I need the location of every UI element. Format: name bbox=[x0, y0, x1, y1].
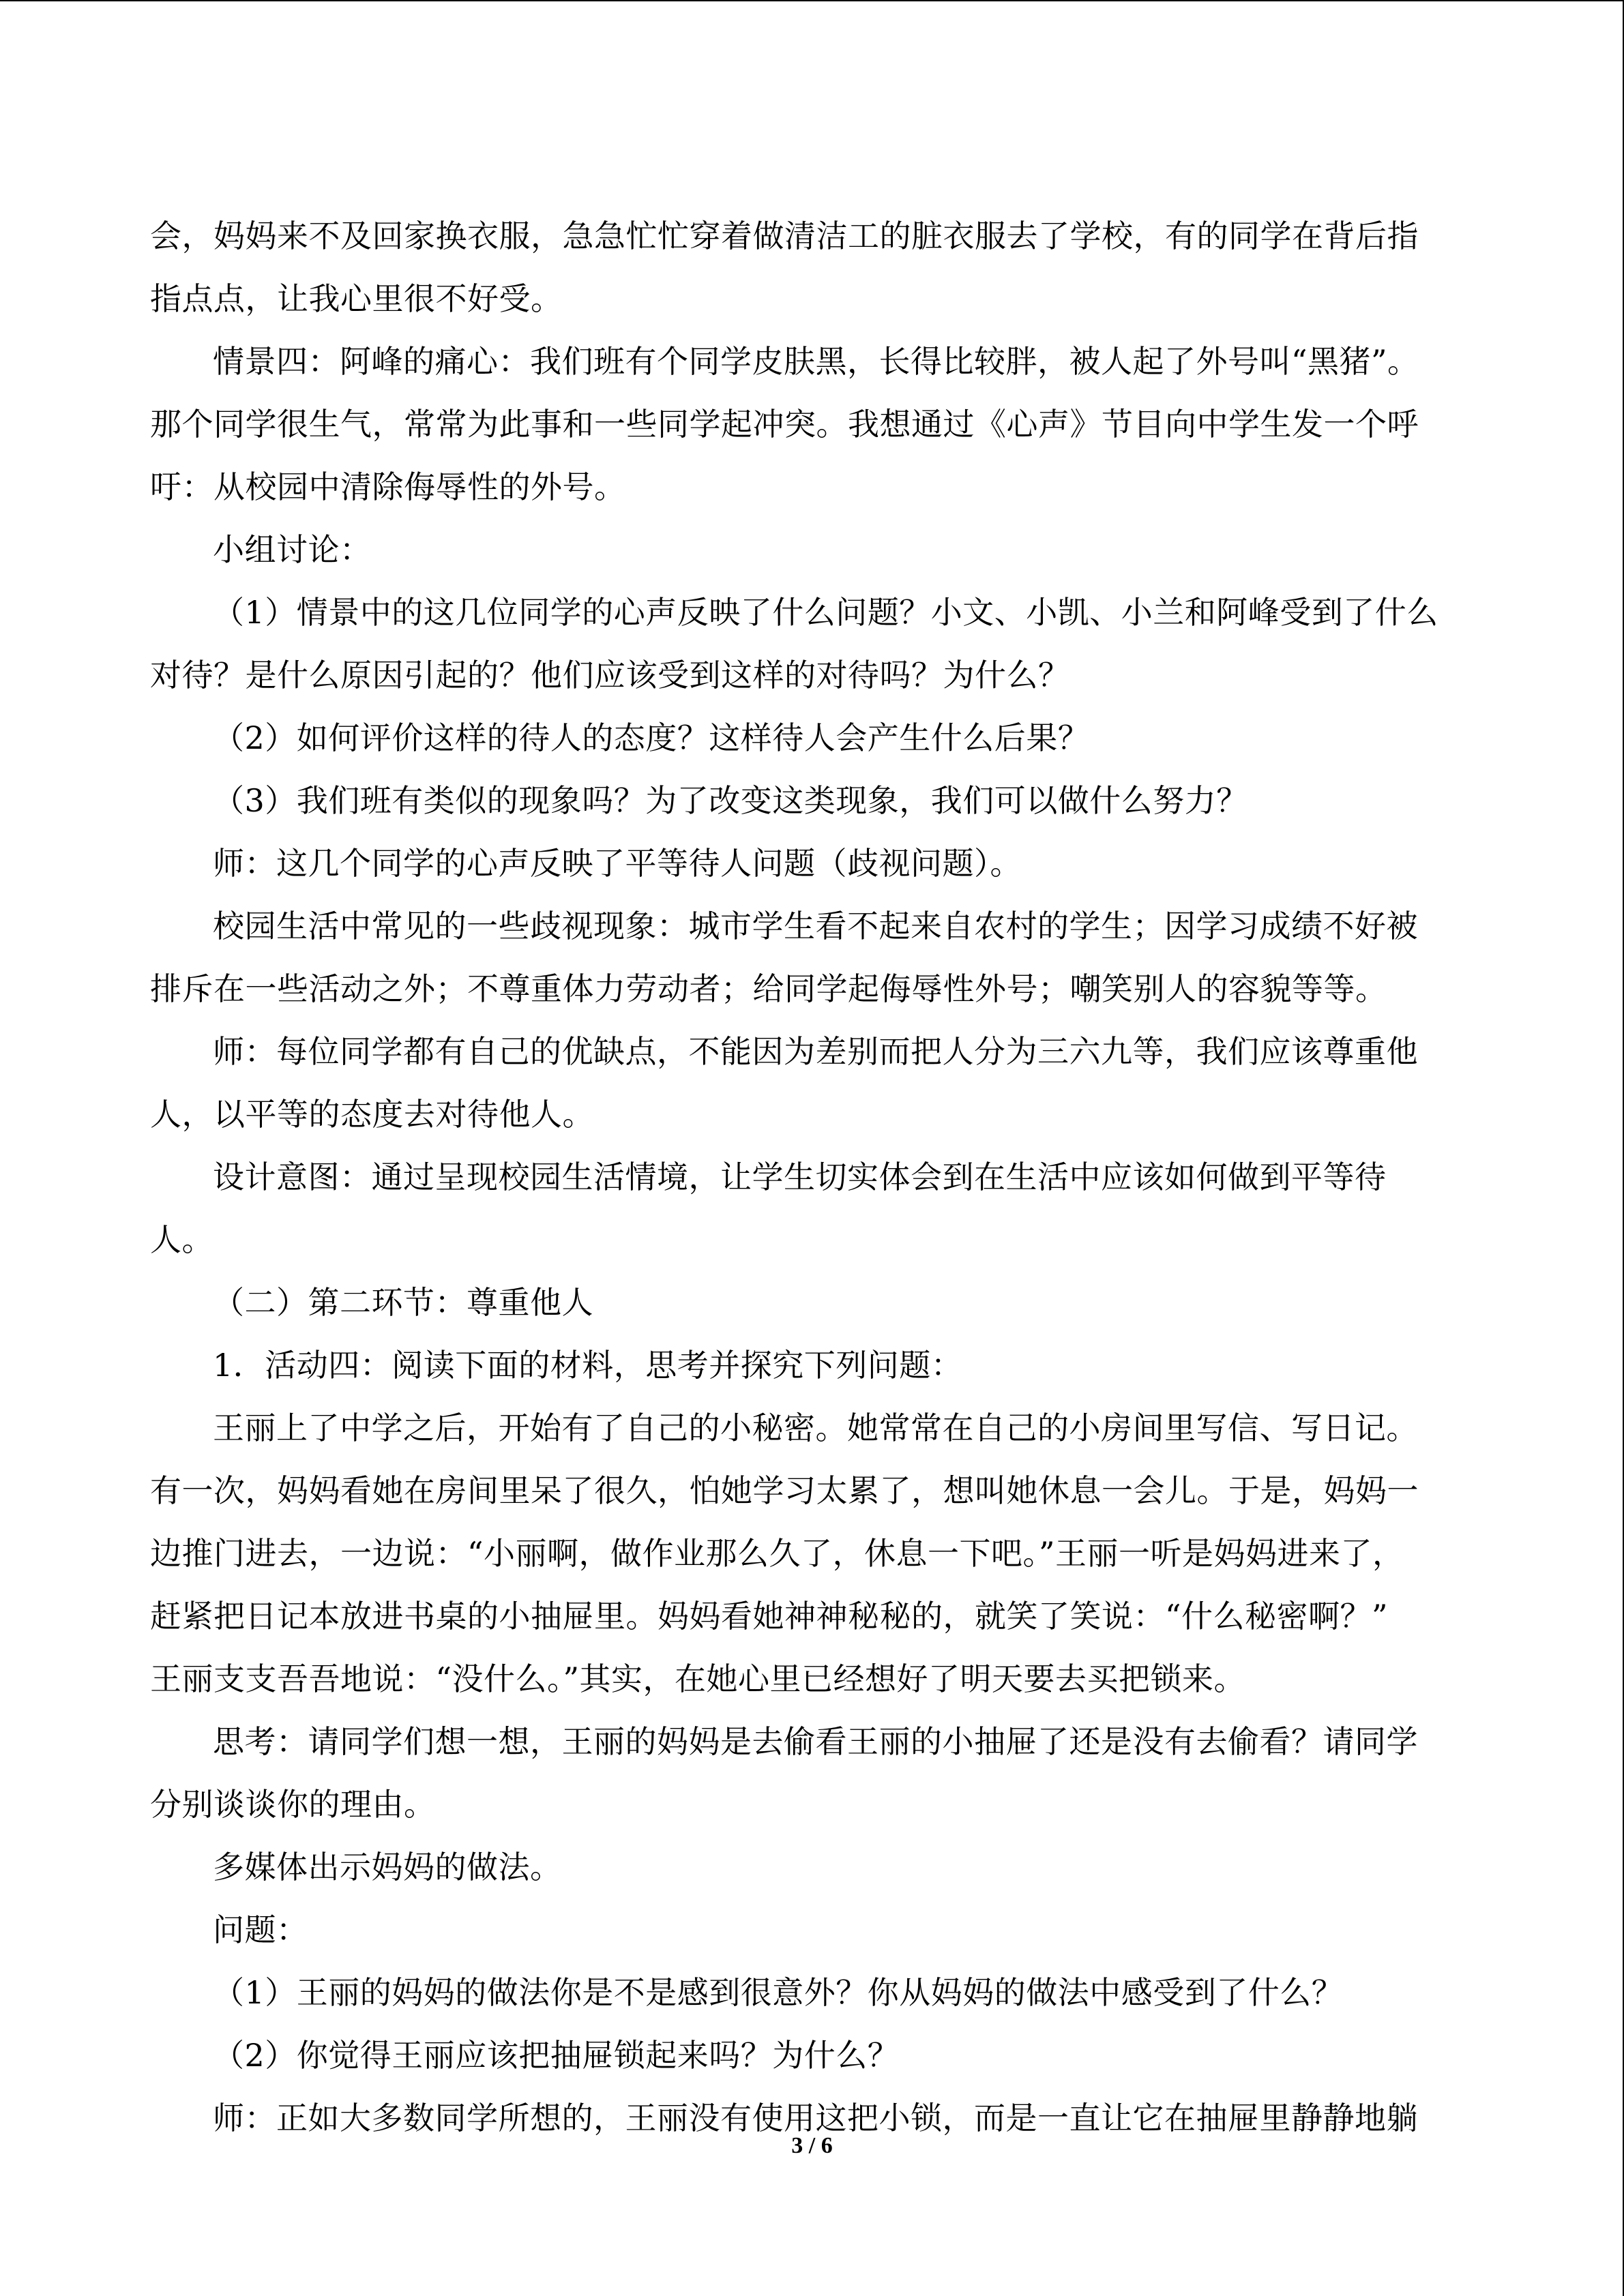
text-line: 指点点，让我心里很不好受。 bbox=[150, 280, 563, 317]
text-line: 师：这几个同学的心声反映了平等待人问题（歧视问题）。 bbox=[213, 845, 1022, 882]
text-line: 设计意图：通过呈现校园生活情境，让学生切实体会到在生活中应该如何做到平等待 bbox=[213, 1159, 1387, 1195]
text-line: 多媒体出示妈妈的做法。 bbox=[213, 1849, 562, 1885]
text-line: 思考：请同学们想一想，王丽的妈妈是去偷看王丽的小抽屉了还是没有去偷看？请同学 bbox=[213, 1723, 1418, 1760]
text-line: 分别谈谈你的理由。 bbox=[150, 1786, 436, 1823]
text-line: 会，妈妈来不及回家换衣服，急急忙忙穿着做清洁工的脏衣服去了学校，有的同学在背后指 bbox=[150, 218, 1419, 254]
text-line: （2）你觉得王丽应该把抽屉锁起来吗？为什么？ bbox=[213, 2037, 900, 2074]
text-line: 排斥在一些活动之外；不尊重体力劳动者；给同学起侮辱性外号；嘲笑别人的容貌等等。 bbox=[150, 970, 1387, 1007]
text-line: 吁：从校园中清除侮辱性的外号。 bbox=[150, 468, 626, 505]
text-line: 王丽上了中学之后，开始有了自己的小秘密。她常常在自己的小房间里写信、写日记。 bbox=[213, 1410, 1418, 1446]
text-line: 小组讨论： bbox=[213, 531, 372, 568]
text-line: 人。 bbox=[150, 1221, 213, 1258]
text-line: 师：正如大多数同学所想的，王丽没有使用这把小锁，而是一直让它在抽屉里静静地躺 bbox=[213, 2100, 1418, 2136]
text-line: 那个同学很生气，常常为此事和一些同学起冲突。我想通过《心声》节目向中学生发一个呼 bbox=[150, 406, 1419, 443]
text-line: 情景四：阿峰的痛心：我们班有个同学皮肤黑，长得比较胖，被人起了外号叫“黑猪”。 bbox=[213, 343, 1419, 380]
text-line: （2）如何评价这样的待人的态度？这样待人会产生什么后果？ bbox=[213, 719, 1090, 756]
text-line: 问题： bbox=[213, 1911, 308, 1948]
text-line: 对待？是什么原因引起的？他们应该受到这样的对待吗？为什么？ bbox=[150, 657, 1070, 694]
section-heading: （二）第二环节：尊重他人 bbox=[213, 1284, 593, 1321]
text-line: 人，以平等的态度去对待他人。 bbox=[150, 1096, 594, 1133]
text-line: 边推门进去，一边说：“小丽啊，做作业那么久了，休息一下吧。”王丽一听是妈妈进来了， bbox=[150, 1535, 1404, 1572]
text-line: 王丽支支吾吾地说：“没什么。”其实，在她心里已经想好了明天要去买把锁来。 bbox=[150, 1660, 1246, 1697]
text-line: 有一次，妈妈看她在房间里呆了很久，怕她学习太累了，想叫她休息一会儿。于是，妈妈一 bbox=[150, 1472, 1419, 1509]
text-line: 赶紧把日记本放进书桌的小抽屉里。妈妈看她神神秘秘的，就笑了笑说：“什么秘密啊？” bbox=[150, 1598, 1389, 1635]
text-line: 校园生活中常见的一些歧视现象：城市学生看不起来自农村的学生；因学习成绩不好被 bbox=[213, 908, 1418, 944]
text-line: 1．活动四：阅读下面的材料，思考并探究下列问题： bbox=[213, 1347, 963, 1384]
text-line: 师：每位同学都有自己的优缺点，不能因为差别而把人分为三六九等，我们应该尊重他 bbox=[213, 1033, 1418, 1070]
text-line: （1）情景中的这几位同学的心声反映了什么问题？小文、小凯、小兰和阿峰受到了什么 bbox=[213, 594, 1438, 631]
text-line: （1）王丽的妈妈的做法你是不是感到很意外？你从妈妈的做法中感受到了什么？ bbox=[213, 1974, 1344, 2011]
page-number: 3 / 6 bbox=[791, 2133, 833, 2158]
document-body bbox=[150, 205, 1476, 2149]
text-line: （3）我们班有类似的现象吗？为了改变这类现象，我们可以做什么努力？ bbox=[213, 782, 1248, 819]
